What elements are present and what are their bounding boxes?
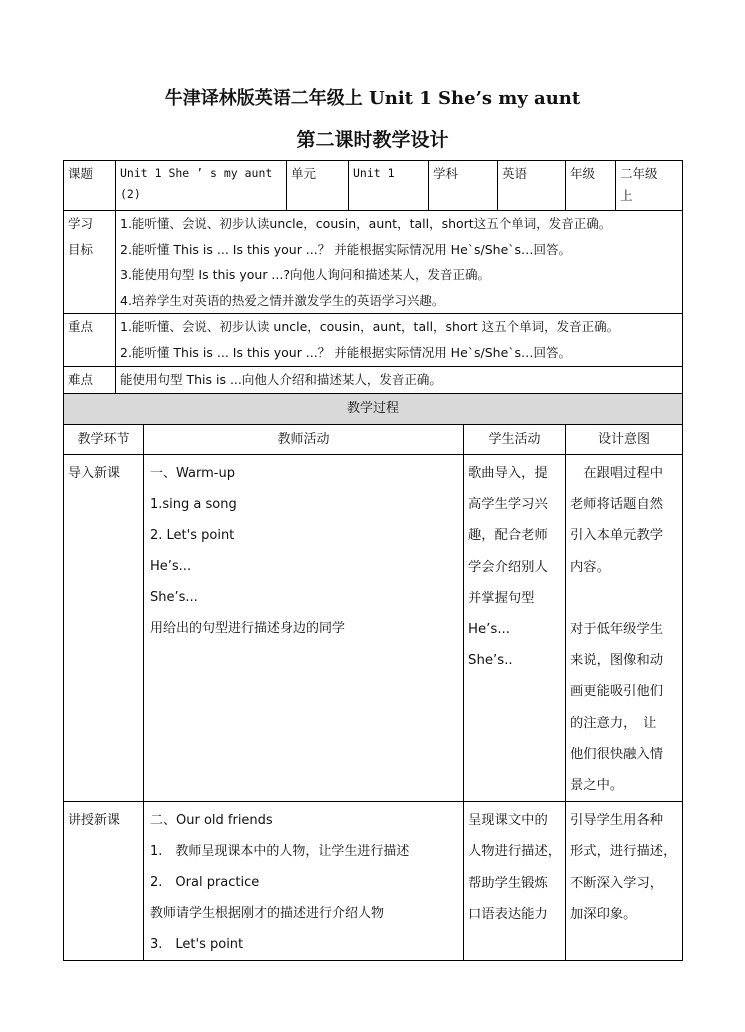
grade-value: 二年级 上: [616, 161, 683, 211]
objective-item: 2.能听懂 This is ... Is this your ...？ 并能根据实际情况用 He`s/She`s…回答。: [120, 241, 572, 257]
process-header: 教学过程: [64, 394, 683, 425]
difficulty-label: 难点: [64, 367, 116, 394]
unit-value: Unit 1: [349, 161, 429, 211]
teacher-activity-cell: 二、Our old friends 1. 教师呈现课本中的人物，让学生进行描述 2. Oral practice 教师请学生根据刚才的描述进行介绍人物 3. Let's point: [144, 802, 464, 961]
design-intent-cell: 在跟唱过程中 老师将话题自然 引入本单元教学 内容。 对于低年级学生 来说，图像和动 画更能吸引他们 的注意力， 让 他们很快融入情 景之中。: [566, 455, 683, 802]
document-subtitle: 第二课时教学设计: [296, 129, 449, 151]
topic-label: 课题: [64, 161, 116, 211]
objective-item: 3.能使用句型 Is this your ...?向他人询问和描述某人，发音正确。: [120, 267, 490, 282]
objectives-content: [116, 211, 683, 314]
key-point-item: 1.能听懂、会说、初步认读 uncle，cousin，aunt，tall，short 这五个单词，发音正确。: [120, 319, 620, 334]
key-points-content: [116, 314, 683, 367]
key-point-item: 2.能听懂 This is ... Is this your ...？ 并能根据实际情况用 He`s/She`s…回答。: [120, 344, 572, 360]
key-points-label: 重点: [64, 314, 116, 367]
student-activity-cell: 呈现课文中的 人物进行描述， 帮助学生锻炼 口语表达能力: [464, 802, 566, 961]
topic-value: Unit 1 She ’ s my aunt (2): [116, 161, 287, 211]
unit-label: 单元: [287, 161, 349, 211]
teaching-process-table: [63, 393, 683, 961]
teacher-activity-cell: 一、Warm-up 1.sing a song 2. Let's point He’s... She’s... 用给出的句型进行描述身边的同学: [144, 455, 464, 802]
document-title: 牛津译林版英语二年级上 Unit 1 She’s my aunt: [164, 88, 581, 109]
design-intent-cell: 引导学生用各种 形式，进行描述， 不断深入学习， 加深印象。: [566, 802, 683, 961]
objective-item: 1.能听懂、会说、初步认读uncle，cousin，aunt，tall，short这五个单词，发音正确。: [120, 216, 612, 231]
student-activity-cell: 歌曲导入，提 高学生学习兴 趣，配合老师 学会介绍别人 并掌握句型 He’s... She’s..: [464, 455, 566, 802]
stage-cell: 讲授新课: [64, 802, 144, 961]
column-header: 学生活动: [464, 425, 566, 455]
table-row: [64, 455, 683, 802]
stage-cell: 导入新课: [64, 455, 144, 802]
column-header: 教师活动: [144, 425, 464, 455]
objectives-label: 学习 目标: [64, 211, 116, 314]
objective-item: 4.培养学生对英语的热爱之情并激发学生的英语学习兴趣。: [120, 292, 445, 308]
column-header: 教学环节: [64, 425, 144, 455]
table-row: [64, 802, 683, 961]
subject-label: 学科: [429, 161, 498, 211]
lesson-info-table: [63, 160, 683, 394]
column-header: 设计意图: [566, 425, 683, 455]
subject-value: 英语: [498, 161, 566, 211]
grade-label: 年级: [566, 161, 616, 211]
difficulty-content: 能使用句型 This is ...向他人介绍和描述某人，发音正确。: [116, 367, 683, 394]
